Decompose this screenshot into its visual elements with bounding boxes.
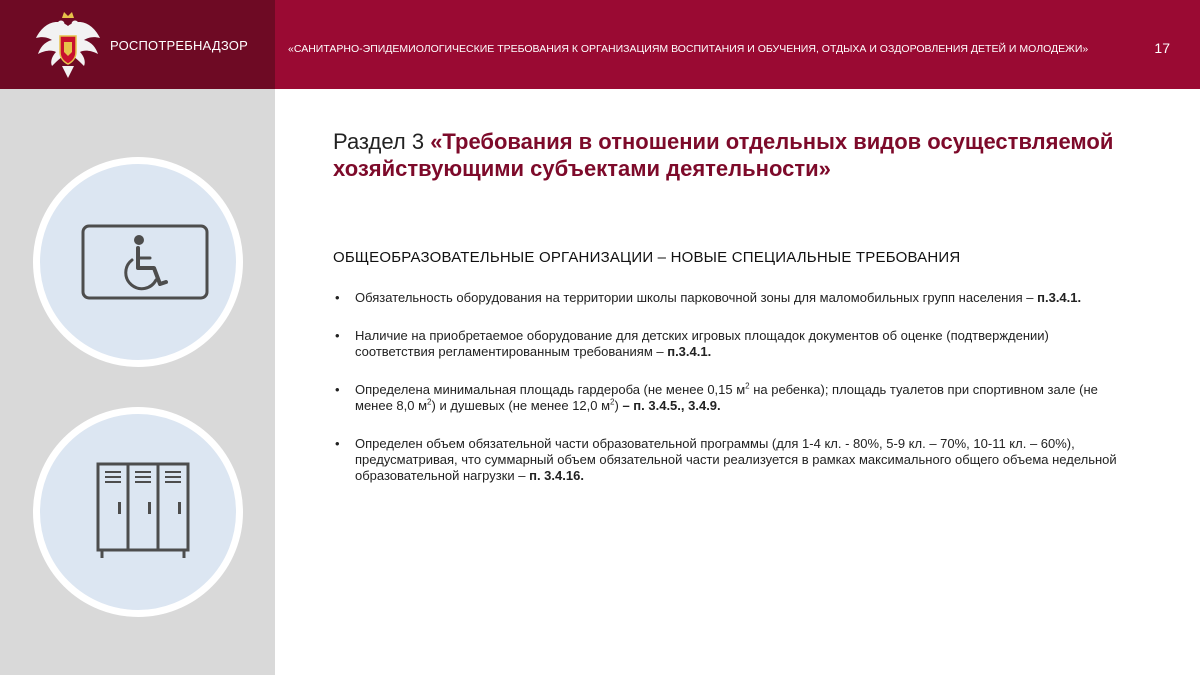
page-number: 17 xyxy=(1154,40,1170,56)
wheelchair-circle xyxy=(33,157,243,367)
header-bar xyxy=(0,0,1200,89)
reference: п. 3.4.16 xyxy=(529,468,581,483)
lockers-icon xyxy=(40,414,236,610)
reference: – п. 3.4.5., 3.4.9 xyxy=(622,398,718,413)
section-title xyxy=(333,128,1133,182)
reference: п.3.4.1 xyxy=(1037,290,1078,305)
section-prefix: Раздел 3 xyxy=(333,129,431,154)
list-item: • Наличие на приобретаемое оборудование для детских игровых площадок документов об оценке (подтверждении) соответствия регламентированным требованиям – п.3.4.1. xyxy=(333,328,1123,360)
document-title: «САНИТАРНО-ЭПИДЕМИОЛОГИЧЕСКИЕ ТРЕБОВАНИЯ К ОРГАНИЗАЦИЯМ ВОСПИТАНИЯ И ОБУЧЕНИЯ, ОТДЫХА И ОЗДОРОВЛЕНИЯ ДЕТЕЙ И МОЛОДЕЖИ» xyxy=(288,43,1089,55)
list-item: • Определен объем обязательной части образовательной программы (для 1-4 кл. - 80%, 5-9 кл. – 70%, 10-11 кл. – 60%), предусматривая, что суммарный объем обязательной части реализуется в рамках максимального общего объема недельной образовательной нагрузки – п. 3.4.16. xyxy=(333,436,1123,484)
requirements-list xyxy=(333,290,1123,506)
emblem-icon xyxy=(34,8,102,82)
brand-block xyxy=(0,0,275,89)
list-item: • Обязательность оборудования на территории школы парковочной зоны для маломобильных групп населения – п.3.4.1. xyxy=(333,290,1123,306)
reference: п.3.4.1 xyxy=(667,344,708,359)
wheelchair-icon xyxy=(40,164,236,360)
list-item: • Определена минимальная площадь гардероба (не менее 0,15 $м^2$ на ребенка); площадь туалетов при спортивном зале (не менее 8,0 $м^2$) и душевых (не менее 12,0 $м^2$) – п. 3.4.5., 3.4.9. xyxy=(333,382,1123,414)
brand-name: РОСПОТРЕБНАДЗОР xyxy=(110,38,248,53)
lockers-circle xyxy=(33,407,243,617)
subheading: ОБЩЕОБРАЗОВАТЕЛЬНЫЕ ОРГАНИЗАЦИИ – НОВЫЕ СПЕЦИАЛЬНЫЕ ТРЕБОВАНИЯ xyxy=(333,249,961,266)
section-name: «Требования в отношении отдельных видов осуществляемой хозяйствующими субъектами деятельности» xyxy=(333,129,1114,181)
